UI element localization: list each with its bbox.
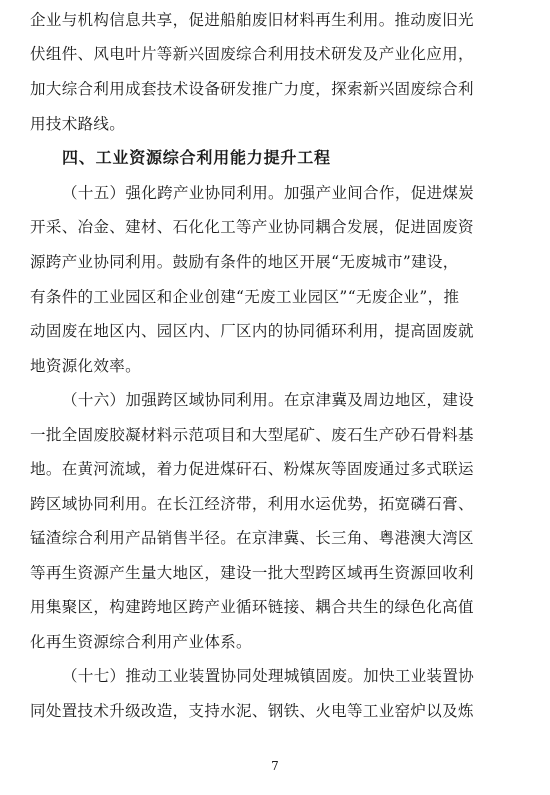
- text-line: 同处置技术升级改造，支持水泥、钢铁、火电等工业窑炉以及炼: [30, 702, 474, 720]
- paragraph-first-line: （十六）加强跨区域协同利用。在京津冀及周边地区，建设: [62, 391, 475, 409]
- text-line: 用集聚区，构建跨地区跨产业循环链接、耦合共生的绿色化高值: [30, 598, 474, 616]
- text-line: 地。在黄河流域，着力促进煤矸石、粉煤灰等固废通过多式联运: [30, 460, 474, 478]
- text-line: 企业与机构信息共享，促进船舶废旧材料再生利用。推动废旧光: [30, 11, 474, 29]
- text-line: 化再生资源综合利用产业体系。: [30, 633, 252, 651]
- text-line: 一批全固废胶凝材料示范项目和大型尾矿、废石生产砂石骨料基: [30, 426, 474, 444]
- text-line: 等再生资源产生量大地区，建设一批大型跨区域再生资源回收利: [30, 564, 474, 582]
- text-line: 伏组件、风电叶片等新兴固废综合利用技术研发及产业化应用，: [30, 45, 474, 63]
- text-line: 用技术路线。: [30, 115, 126, 133]
- section-heading: 四、工业资源综合利用能力提升工程: [62, 148, 331, 167]
- text-line: 开采、冶金、建材、石化化工等产业协同耦合发展，促进固废资: [30, 218, 474, 236]
- text-line: 动固废在地区内、园区内、厂区内的协同循环利用，提高固废就: [30, 322, 474, 340]
- text-line: 有条件的工业园区和企业创建“无废工业园区”“无废企业”，推: [30, 288, 460, 306]
- paragraph-first-line: （十五）强化跨产业协同利用。加强产业间合作，促进煤炭: [62, 184, 475, 202]
- text-line: 锰渣综合利用产品销售半径。在京津冀、长三角、粤港澳大湾区: [30, 529, 474, 547]
- text-line: 地资源化效率。: [30, 357, 141, 375]
- text-line: 跨区域协同利用。在长江经济带，利用水运优势，拓宽磷石膏、: [30, 495, 474, 513]
- page-number: 7: [271, 759, 279, 773]
- text-line: 源跨产业协同利用。鼓励有条件的地区开展“无废城市”建设，: [30, 253, 459, 271]
- paragraph-first-line: （十七）推动工业装置协同处理城镇固废。加快工业装置协: [62, 667, 475, 685]
- text-line: 加大综合利用成套技术设备研发推广力度，探索新兴固废综合利: [30, 80, 474, 98]
